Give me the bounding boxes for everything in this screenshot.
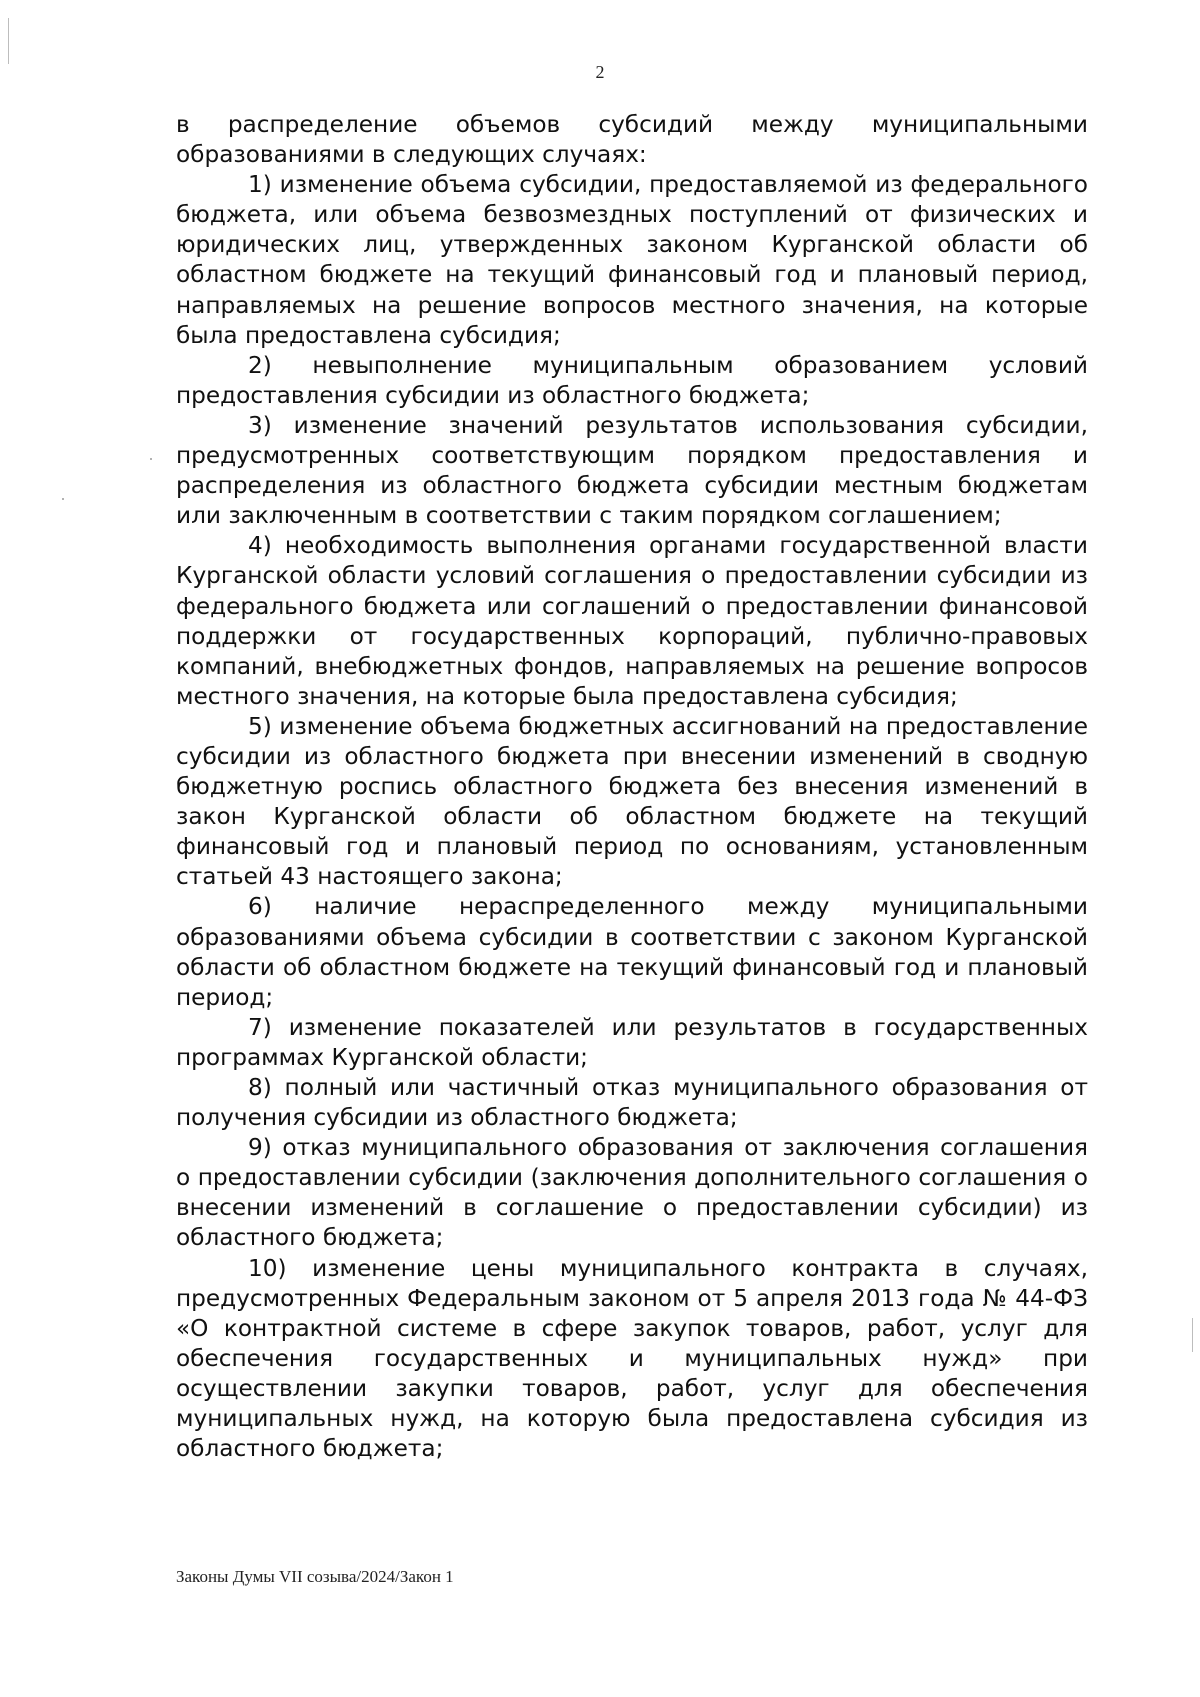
list-item-2: 2) невыполнение муниципальным образованием условий предоставления субсидии из областного бюджета; bbox=[176, 351, 1088, 409]
scan-speck bbox=[150, 458, 152, 460]
list-item-9: 9) отказ муниципального образования от заключения соглашения о предоставлении субсидии (заключения дополнительного соглашения о внесении изменений в соглашение о предоставлении субсидии) из областного бюджета; bbox=[176, 1134, 1088, 1252]
list-item-8: 8) полный или частичный отказ муниципального образования от получения субсидии из областного бюджета; bbox=[176, 1074, 1088, 1132]
list-item-3: 3) изменение значений результатов использования субсидии, предусмотренных соответствующим порядком предоставления и распределения из областного бюджета субсидии местным бюджетам или заключенным в соответствии с таким порядком соглашением; bbox=[176, 411, 1088, 530]
scan-speck bbox=[62, 498, 64, 500]
list-item-4: 4) необходимость выполнения органами государственной власти Курганской области условий соглашения о предоставлении субсидии из федерального бюджета или соглашений о предоставлении финансовой поддержки от государственных корпораций, публично-правовых компаний, внебюджетных фондов, направляемых на решение вопросов местного значения, на которые была предоставлена субсидия; bbox=[176, 532, 1088, 710]
list-item-6: 6) наличие нераспределенного между муниципальными образованиями объема субсидии в соответствии с законом Курганской области об областном бюджете на текущий финансовый год и плановый период; bbox=[176, 893, 1088, 1011]
scan-edge-mark bbox=[1192, 1318, 1193, 1352]
document-body bbox=[176, 110, 1088, 1464]
scan-edge-mark bbox=[8, 18, 9, 64]
list-item-1: 1) изменение объема субсидии, предоставляемой из федерального бюджета, или объема безвозмездных поступлений от физических и юридических лиц, утвержденных законом Курганской области об областном бюджете на текущий финансовый год и плановый период, направляемых на решение вопросов местного значения, на которые была предоставлена субсидия; bbox=[176, 171, 1088, 349]
list-item-10: 10) изменение цены муниципального контракта в случаях, предусмотренных Федеральным законом от 5 апреля 2013 года № 44-ФЗ «О контрактной системе в сфере закупок товаров, работ, услуг для обеспечения государственных и муниципальных нужд» при осуществлении закупки товаров, работ, услуг для обеспечения муниципальных нужд, на которую была предоставлена субсидия из областного бюджета; bbox=[176, 1254, 1088, 1463]
document-footer: Законы Думы VII созыва/2024/Закон 1 bbox=[176, 1567, 454, 1586]
list-item-7: 7) изменение показателей или результатов в государственных программах Курганской области; bbox=[176, 1013, 1088, 1071]
list-item-5: 5) изменение объема бюджетных ассигнований на предоставление субсидии из областного бюджета при внесении изменений в сводную бюджетную роспись областного бюджета без внесения изменений в закон Курганской области об областном бюджете на текущий финансовый год и плановый период по основаниям, установленным статьей 43 настоящего закона; bbox=[176, 712, 1088, 891]
page-number: 2 bbox=[595, 62, 605, 82]
intro-paragraph: в распределение объемов субсидий между муниципальными образованиями в следующих случаях: bbox=[176, 111, 1088, 169]
